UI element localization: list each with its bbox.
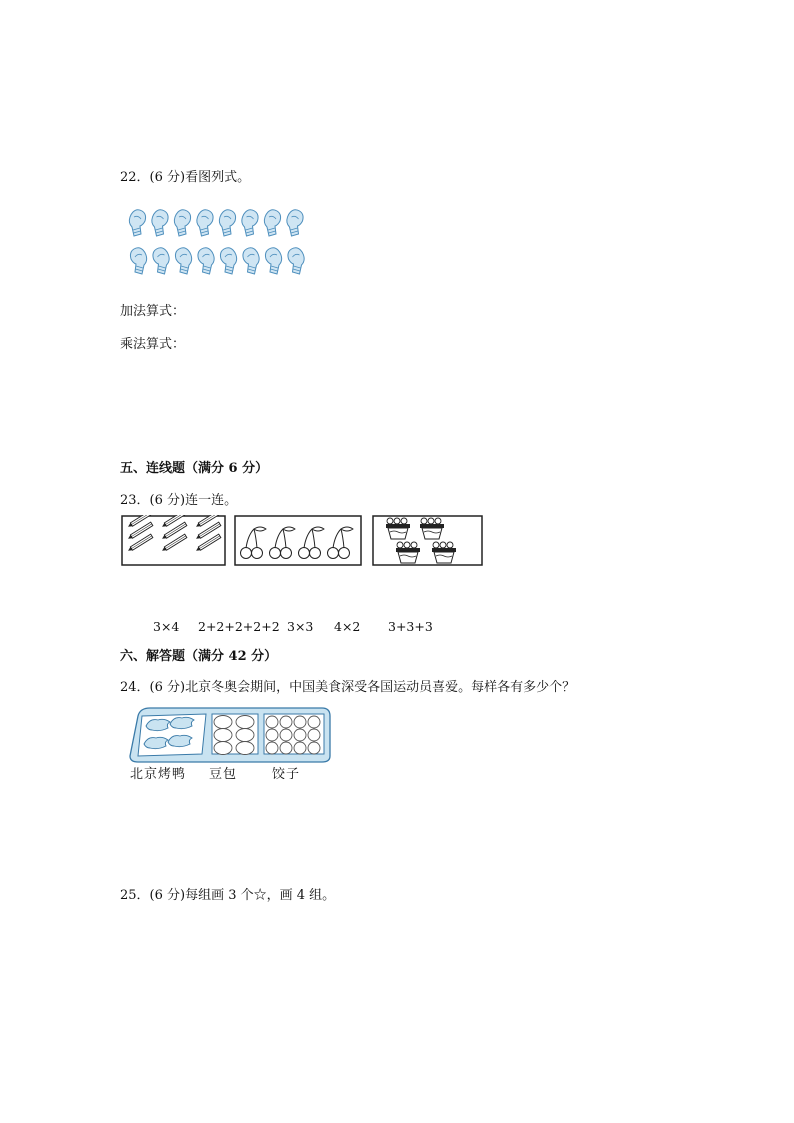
dumpling-icon — [266, 742, 278, 754]
section-5-title: 五、连线题（满分 6 分） — [120, 461, 269, 476]
dumpling-icon — [308, 729, 320, 741]
expression-5[interactable]: 3+3+3 — [388, 619, 433, 634]
multiplication-label: 乘法算式： — [120, 337, 186, 352]
roast-duck-icon — [144, 737, 168, 748]
dumpling-icon — [294, 729, 306, 741]
bean-bun-icon — [236, 729, 254, 742]
dumpling-icon — [280, 729, 292, 741]
glove-icon — [198, 248, 214, 274]
glove-icon — [130, 248, 146, 274]
dumpling-icon — [308, 716, 320, 728]
roast-duck-icon — [146, 719, 170, 730]
glove-icon — [288, 248, 304, 274]
glove-icon — [129, 210, 145, 236]
q24-title: 24．(6 分)北京冬奥会期间，中国美食深受各国运动员喜爱。每样各有多少个？ — [120, 680, 576, 695]
q22-title: 22．(6 分)看图列式。 — [120, 170, 251, 185]
glove-icon — [219, 210, 235, 236]
bean-bun-icon — [236, 716, 254, 729]
q25-title: 25．(6 分)每组画 3 个☆，画 4 组。 — [120, 888, 336, 903]
glove-icon — [175, 248, 191, 274]
q23-title: 23．(6 分)连一连。 — [120, 493, 238, 508]
section-6-title: 六、解答题（满分 42 分） — [120, 649, 278, 664]
flower-pots-box — [372, 515, 483, 566]
gloves-illustration — [126, 206, 310, 280]
bean-bun-icon — [236, 742, 254, 755]
food-tray-illustration — [126, 704, 332, 764]
dumpling-icon — [266, 716, 278, 728]
dumpling-icon — [280, 716, 292, 728]
food-label-dumpling: 饺子 — [272, 767, 301, 782]
expression-1[interactable]: 3×4 — [153, 619, 180, 634]
dumpling-icon — [294, 742, 306, 754]
food-label-duck: 北京烤鸭 — [130, 767, 187, 782]
glove-icon — [152, 210, 168, 236]
glove-icon — [153, 248, 169, 274]
glove-icon — [243, 248, 259, 274]
bean-bun-icon — [214, 716, 232, 729]
dumpling-icon — [266, 729, 278, 741]
glove-icon — [287, 210, 303, 236]
bean-bun-icon — [214, 742, 232, 755]
dumpling-icon — [308, 742, 320, 754]
roast-duck-icon — [168, 735, 192, 746]
food-label-bun: 豆包 — [209, 767, 238, 782]
bean-bun-icon — [214, 729, 232, 742]
glove-icon — [197, 210, 213, 236]
dumpling-icon — [294, 716, 306, 728]
pencils-box — [121, 515, 226, 566]
glove-icon — [264, 210, 280, 236]
expression-3[interactable]: 3×3 — [287, 619, 314, 634]
expression-4[interactable]: 4×2 — [334, 619, 361, 634]
expression-2[interactable]: 2+2+2+2+2 — [198, 619, 280, 634]
cherries-box — [234, 515, 362, 566]
glove-icon — [242, 210, 258, 236]
glove-icon — [220, 248, 236, 274]
roast-duck-icon — [170, 717, 194, 728]
glove-icon — [265, 248, 281, 274]
addition-label: 加法算式： — [120, 304, 186, 319]
glove-icon — [174, 210, 190, 236]
dumpling-icon — [280, 742, 292, 754]
